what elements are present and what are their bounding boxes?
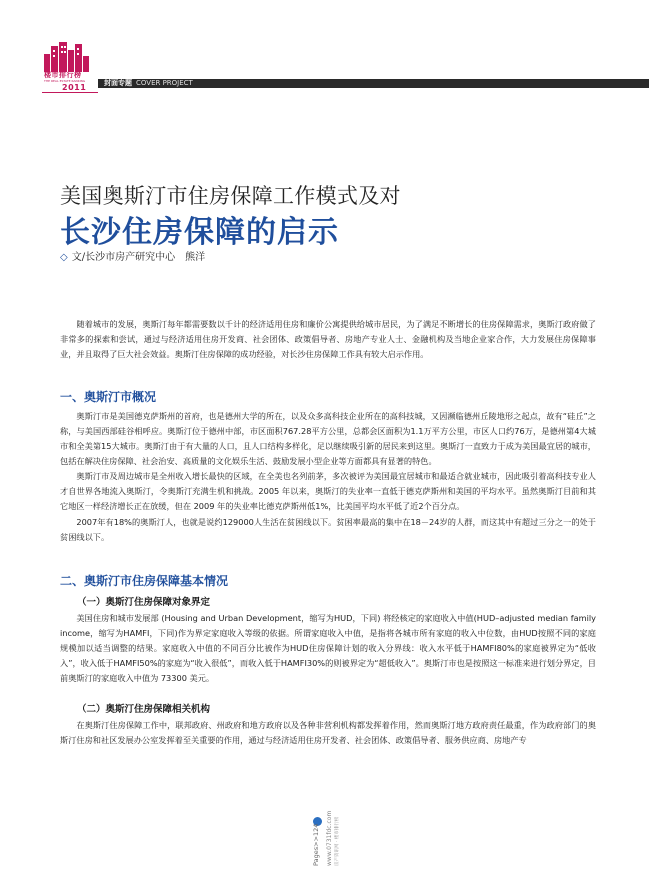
diamond-icon: ◇ (60, 252, 68, 263)
skyline-icon (42, 40, 98, 72)
section2-sub2-heading: （二）奥斯汀住房保障相关机构 (77, 704, 211, 715)
site-url: www.0731fdc.com (326, 810, 333, 866)
section-label-cn: 封面专题 (104, 79, 132, 87)
section-label-en: COVER PROJECT (136, 79, 193, 87)
section1-heading: 一、奥斯汀市概况 (60, 390, 157, 404)
article-title-line2: 长沙住房保障的启示 (60, 215, 339, 250)
article-title-line1: 美国奥斯汀市住房保障工作模式及对 (60, 184, 401, 208)
section1-paragraph2: 奥斯汀市及周边城市是全州收入增长最快的区域，在全美也名列前茅，多次被评为美国最宜居城市和最适合就业城市，因此吸引着高科技专业人才自世界各地流入奥斯汀，令奥斯汀充满生机和挑战。2005 年以来，奥斯汀的失业率一直低于德克萨斯州和美国的平均水平。虽然奥斯汀目前和其它地区一样经济增长正在放缓，但在 2009 年的失业率比德克萨斯州低1%，比美国平均水平低了近2个百分点。 (60, 471, 596, 511)
page-number: Pages>>124 (312, 823, 320, 866)
logo-text: 楼市排行榜 (44, 71, 82, 79)
site-subtitle: 房产资讯网 · 楼市排行榜 (335, 816, 340, 866)
section-label (104, 79, 193, 88)
section1-paragraph3: 2007年有18%的奥斯汀人，也就是说约129000人生活在贫困线以下。贫困率最高的集中在18－24岁的人群，而这其中有超过三分之一的处于贫困线以下。 (60, 517, 596, 542)
intro-paragraph: 随着城市的发展，奥斯汀每年都需要数以千计的经济适用住房和廉价公寓提供给城市居民，为了满足不断增长的住房保障需求，奥斯汀政府做了非常多的探索和尝试，通过与经济适用住房开发商、社会团体、政策倡导者、房地产专业人士、金融机构及当地企业家合作，大力发展住房保障事业，并且取得了巨大社会效益。奥斯汀住房保障的成功经验，对长沙住房保障工作具有较大启示作用。 (60, 319, 596, 359)
section2-sub2-paragraph: 在奥斯汀住房保障工作中，联邦政府、州政府和地方政府以及各种非营利机构都发挥着作用，然而奥斯汀地方政府责任最重，作为政府部门的奥斯汀住房和社区发展办公室发挥着至关重要的作用，通过与经济适用住房开发者、社会团体、政策倡导者、服务供应商、房地产专 (60, 720, 596, 745)
byline (60, 248, 205, 263)
section2-sub1-paragraph: 美国住房和城市发展部 (Housing and Urban Development，缩写为HUD，下同) 将经核定的家庭收入中值(HUD–adjusted median family income，缩写为HAMFI，下同)作为界定家庭收入等级的依据。所谓家庭收入中值，是指将各城市所有家庭的收入中位数，由HUD按照不同的家庭规模加以适当调整的结果。家庭收入中值的不同百分比被作为HUD住房保障计划的收入分界线：收入水平低于HAMFI80%的家庭被界定为“低收入”，收入低于HAMFI50%的家庭为“收入很低”，而收入低于HAMFI30%的则被界定为“超低收入”。奥斯汀市也是按照这一标准来进行划分界定，目前奥斯汀的家庭收入中值为 73300 美元。 (60, 613, 596, 683)
section2-sub1-heading: （一）奥斯汀住房保障对象界定 (77, 597, 211, 608)
logo-year: 2011 (62, 83, 87, 92)
magazine-logo (42, 40, 98, 92)
header-rule (42, 92, 98, 93)
byline-text: 文/长沙市房产研究中心 熊洋 (71, 252, 206, 263)
logo-subtitle: THE REAL ESTATE RANKING (44, 79, 86, 83)
section2-heading: 二、奥斯汀市住房保障基本情况 (60, 574, 229, 588)
section1-paragraph1: 奥斯汀市是美国德克萨斯州的首府，也是德州大学的所在，以及众多高科技企业所在的高科技城，又因濒临德州丘陵地形之起点，故有“硅丘”之称，与美国西部硅谷相呼应。奥斯汀位于德州中部，市区面积767.28平方公里，总都会区面积为1.1万平方公里，市区人口约76万，是德州第4大城市和全美第15大城市。奥斯汀由于有大量的人口，且人口结构多样化，足以继续吸引新的居民来到这里。奥斯汀一直致力于成为美国最宜居的城市，包括在解决住房保障、社会治安、高质量的文化娱乐生活、鼓励发展小型企业等方面都具有显著的特色。 (60, 411, 596, 466)
